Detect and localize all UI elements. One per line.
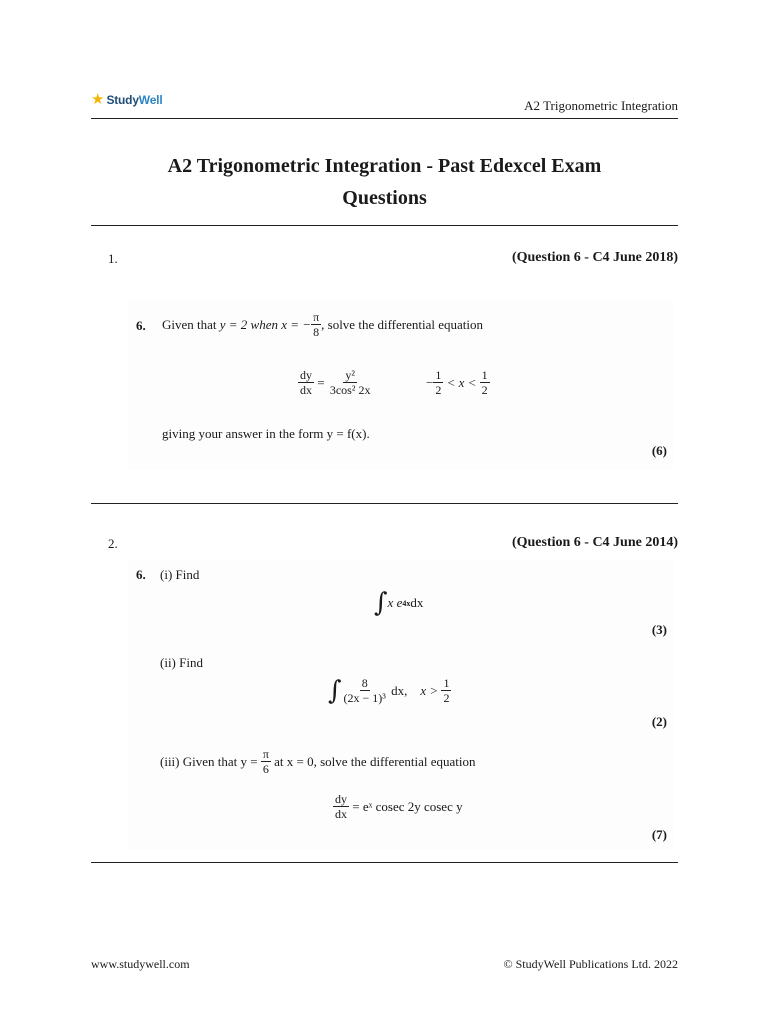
question-source: (Question 6 - C4 June 2014) xyxy=(511,535,678,550)
marks: (2) xyxy=(651,714,667,729)
part-i-label: (i) Find xyxy=(160,567,200,582)
page-title xyxy=(91,150,678,214)
condition: x > xyxy=(420,682,439,698)
fraction-denominator: dx xyxy=(300,383,312,397)
lhs-fraction xyxy=(298,368,314,397)
dx: dx, xyxy=(391,682,408,698)
fraction-denominator: 8 xyxy=(313,325,320,339)
fraction-numerator: 8 xyxy=(361,676,368,690)
logo-text-study: Study xyxy=(106,92,139,107)
range-fraction-left xyxy=(433,368,443,397)
part-iii-text-a: (iii) Given that y = xyxy=(160,753,258,769)
question-stem xyxy=(162,310,483,339)
rhs-fraction xyxy=(328,368,373,397)
logo-text xyxy=(106,93,162,107)
condition-fraction xyxy=(441,676,451,705)
part-iii-equation xyxy=(333,792,463,821)
fraction-numerator: 1 xyxy=(443,676,450,690)
question-number: 2. xyxy=(108,536,118,551)
part-iii-stem xyxy=(160,747,475,776)
dx: dx xyxy=(410,595,424,610)
question-1-rule xyxy=(91,503,678,504)
integral-icon: ∫ xyxy=(374,588,388,618)
fraction-denominator: 2 xyxy=(443,691,450,705)
part-i-integral xyxy=(374,590,423,616)
fraction-numerator: y² xyxy=(345,368,355,382)
logo-text-well: Well xyxy=(138,92,163,107)
part-ii-integral xyxy=(328,676,451,705)
fraction-denominator: 2 xyxy=(481,383,488,397)
fraction-denominator: (2x − 1)³ xyxy=(343,691,386,705)
marks: (7) xyxy=(651,827,667,842)
header-rule xyxy=(91,118,678,119)
range-fraction-right xyxy=(480,368,490,397)
question-number: 1. xyxy=(108,251,118,266)
fraction-numerator: π xyxy=(313,310,320,324)
stem-text-c: , solve the differential equation xyxy=(321,316,483,332)
marks: (6) xyxy=(651,443,667,458)
question-source: (Question 6 - C4 June 2018) xyxy=(511,250,678,265)
equation-rhs: = eˣ cosec 2y cosec y xyxy=(352,798,463,814)
equals-sign: = xyxy=(317,374,325,390)
domain-condition xyxy=(426,368,490,397)
footer-website: www.studywell.com xyxy=(91,957,190,971)
answer-form-text: giving your answer in the form y = f(x). xyxy=(162,426,370,441)
question-2-rule xyxy=(91,862,678,863)
title-rule xyxy=(91,225,678,226)
question-2-image xyxy=(128,560,673,850)
running-title: A2 Trigonometric Integration xyxy=(524,98,678,113)
footer-copyright: © StudyWell Publications Ltd. 2022 xyxy=(503,957,678,971)
minus-sign: − xyxy=(426,374,434,390)
exam-question-number: 6. xyxy=(136,318,146,333)
fraction-numerator: 1 xyxy=(481,368,488,382)
fraction-denominator: dx xyxy=(335,807,347,821)
exam-question-number: 6. xyxy=(136,567,146,582)
question-1-image xyxy=(128,300,673,470)
differential-equation xyxy=(298,368,372,397)
studywell-logo xyxy=(91,92,162,107)
integral-icon: ∫ xyxy=(328,675,342,706)
stem-text-b: y = 2 when x = − xyxy=(219,316,312,332)
part-ii-label: (ii) Find xyxy=(160,655,203,670)
fraction-denominator: 6 xyxy=(262,762,269,776)
fraction-numerator: π xyxy=(262,747,269,761)
fraction-numerator: 1 xyxy=(435,368,442,382)
fraction-numerator: dy xyxy=(335,792,347,806)
integrand: x e xyxy=(387,595,403,610)
fraction-denominator: 2 xyxy=(435,383,442,397)
lhs-fraction xyxy=(333,792,349,821)
part-iii-fraction xyxy=(261,747,271,776)
range-inequality: < x < xyxy=(446,374,477,390)
page-title-line1: A2 Trigonometric Integration - Past Edexcel Exam xyxy=(167,155,602,177)
stem-fraction xyxy=(311,310,321,339)
page-title-line2: Questions xyxy=(342,187,427,209)
fraction-numerator: dy xyxy=(300,368,312,382)
exponent: 4x xyxy=(402,598,411,608)
fraction-denominator: 3cos² 2x xyxy=(329,383,371,397)
star-icon: ★ xyxy=(91,90,105,108)
stem-text-a: Given that xyxy=(162,316,217,332)
marks: (3) xyxy=(651,622,667,637)
part-iii-text-b: at x = 0, solve the differential equation xyxy=(274,753,476,769)
integrand-fraction xyxy=(342,676,388,705)
